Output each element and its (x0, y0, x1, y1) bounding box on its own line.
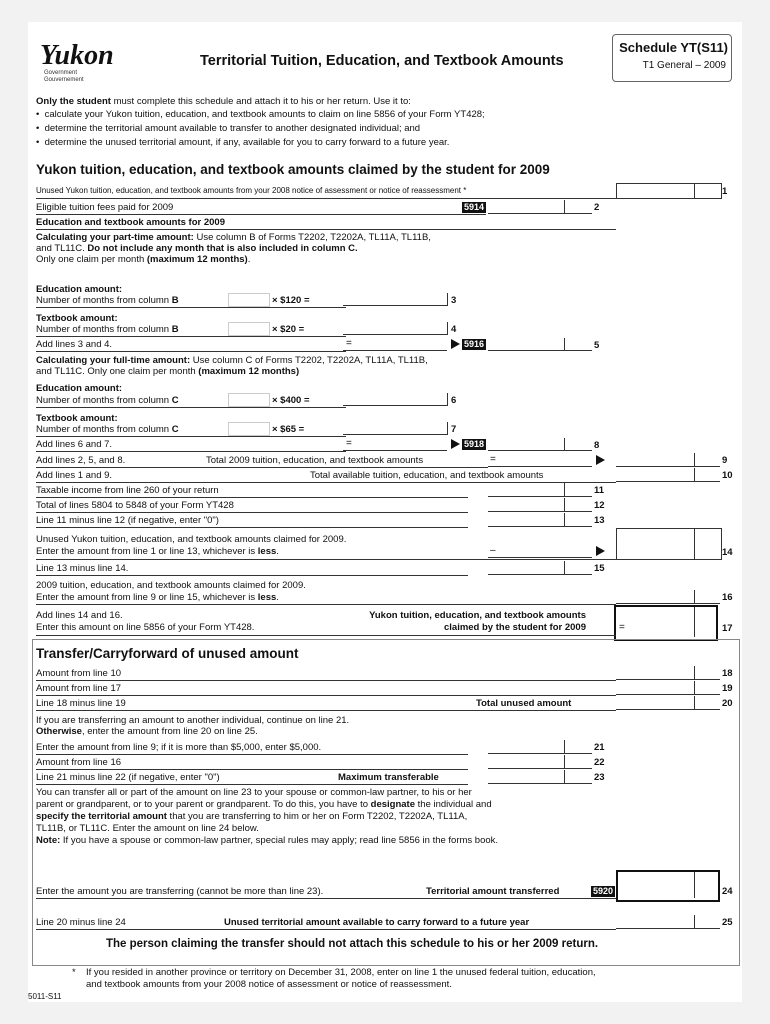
line-number: 22 (594, 757, 605, 768)
line13-input[interactable] (488, 513, 592, 527)
line22-input[interactable] (488, 755, 592, 769)
logo-sub1: Government (44, 70, 78, 76)
row16-text: 2009 tuition, education, and textbook amounts claimed for 2009. (36, 580, 306, 591)
arrow-icon (596, 455, 605, 465)
less-word: less (257, 592, 277, 603)
rule (36, 351, 346, 352)
rule (36, 710, 616, 711)
pt-text: Use column B of Forms T2202, T2202A, TL11A, TL11B, (193, 232, 431, 243)
line-number: 6 (451, 395, 457, 406)
bullet-text: determine the unused territorial amount, if any, available for you to carry forward to a future year. (44, 137, 450, 148)
rule (343, 450, 447, 451)
intro-rest: must complete this schedule and attach it to his or her return. Use it to: (110, 96, 411, 107)
form-page (28, 22, 742, 1002)
pt-text: . (247, 254, 251, 265)
line9-input[interactable] (616, 453, 720, 467)
rule (694, 590, 695, 604)
line14-input[interactable] (616, 528, 722, 560)
line-number: 23 (594, 772, 605, 783)
edu-amount-heading: Education amount: (36, 284, 123, 295)
pt-text: Only one claim per month (36, 254, 147, 265)
rule (36, 467, 488, 468)
edu-heading: Education and textbook amounts for 2009 (36, 217, 225, 228)
instr-text: , enter the amount from line 20 on line 25. (81, 726, 258, 737)
row20-label: Line 18 minus line 19 (36, 698, 126, 709)
row14-label: Unused Yukon tuition, education, and textbook amounts claimed for 2009. Enter the amount from line 1 or line 13, whichever is less. (36, 534, 347, 557)
line-number: 16 (722, 592, 733, 603)
logo-word: Yukon (40, 40, 114, 71)
rule (564, 561, 565, 575)
row14-text: Unused Yukon tuition, education, and textbook amounts claimed for 2009. (36, 534, 347, 545)
rule (694, 453, 695, 467)
months-text: Number of months from column (36, 395, 172, 406)
line20-input[interactable] (616, 696, 720, 710)
rule (36, 559, 616, 560)
intro-bullet: • determine the unused territorial amount, if any, available for you to carry forward to a future year. (36, 137, 450, 148)
months-c-txt-input[interactable] (228, 422, 270, 436)
line-number: 9 (722, 455, 728, 466)
line-number: 17 (722, 623, 733, 634)
row17-left (36, 610, 254, 634)
footnote-star: * (72, 967, 76, 978)
instr-bold: Otherwise (36, 726, 82, 737)
intro-bullet: • calculate your Yukon tuition, education, and textbook amounts to claim on line 5856 of your Form YT428; (36, 109, 485, 120)
line-number: 13 (594, 515, 605, 526)
rule (564, 338, 565, 351)
rule (564, 498, 565, 512)
line-number: 14 (722, 547, 733, 558)
months-c-label (36, 424, 179, 435)
pt-bold: Do not include any month that is also included in column C. (87, 243, 358, 254)
rule (694, 528, 695, 559)
rule (488, 466, 592, 467)
equals-sign: = (490, 454, 496, 465)
less-word: less (257, 546, 277, 557)
line11-input[interactable] (488, 483, 592, 497)
column-b: B (171, 295, 179, 306)
rule (564, 513, 565, 527)
rule (564, 755, 565, 769)
months-c-label (36, 395, 179, 406)
add67-label: Add lines 6 and 7. (36, 439, 113, 450)
row14-text: Enter the amount from line 1 or line 13, whichever is (36, 546, 258, 557)
para-text: parent or grandparent, or to your parent or grandparent. To do this, you have to (36, 799, 371, 810)
row16-label: 2009 tuition, education, and textbook amounts claimed for 2009. Enter the amount from line 9 or line 15, whichever is less. (36, 580, 306, 603)
line23-input[interactable] (488, 770, 592, 784)
ft-bold: Calculating your full-time amount: (36, 355, 191, 366)
ft-bold: (maximum 12 months) (198, 366, 300, 377)
column-b: B (171, 324, 179, 335)
line-number: 4 (451, 324, 457, 335)
arrow-icon (451, 439, 460, 449)
months-b-edu-input[interactable] (228, 293, 270, 307)
months-text: Number of months from column (36, 324, 172, 335)
column-c: C (171, 395, 179, 406)
rule (564, 483, 565, 497)
add258-label: Add lines 2, 5, and 8. (36, 455, 126, 466)
transfer-notice: The person claiming the transfer should not attach this schedule to his or her 2009 return. (106, 938, 599, 950)
rule (36, 497, 468, 498)
row19-label: Amount from line 17 (36, 683, 122, 694)
equals-sign: = (346, 338, 352, 349)
rule (36, 575, 468, 576)
arrow-icon (596, 546, 605, 556)
row2-label: Eligible tuition fees paid for 2009 (36, 202, 174, 213)
rule (694, 607, 695, 637)
row13-label: Line 11 minus line 12 (if negative, enter "0") (36, 515, 219, 526)
code-5916: 5916 (464, 339, 485, 349)
row11-label: Taxable income from line 260 of your return (36, 485, 219, 496)
para-text: TL11B, or TL11C. Enter the amount on line 24 below. (36, 823, 259, 834)
line-number: 20 (722, 698, 733, 709)
rule (36, 695, 616, 696)
rule (694, 666, 695, 680)
rule (36, 407, 346, 408)
row17-right (328, 610, 586, 634)
line-number: 21 (594, 742, 605, 753)
ft-text: and TL11C. Only one claim per month (36, 366, 199, 377)
row20-total: Total unused amount (476, 698, 572, 709)
rule (36, 451, 346, 452)
code-5920: 5920 (593, 886, 614, 896)
row23-max: Maximum transferable (338, 772, 439, 783)
line4-input[interactable] (343, 322, 448, 335)
rule (488, 557, 592, 558)
rule (564, 740, 565, 754)
intro-bold: Only the student (36, 96, 111, 107)
rule (694, 183, 695, 198)
fulltime-intro (36, 355, 428, 377)
line16-input[interactable] (616, 590, 720, 604)
line1-input[interactable] (616, 183, 722, 199)
row24-label: Enter the amount you are transferring (cannot be more than line 23). (36, 886, 324, 897)
form-subtitle: T1 General – 2009 (642, 60, 726, 71)
parttime-intro (36, 232, 431, 265)
rule (36, 527, 468, 528)
pt-bold: (maximum 12 months) (146, 254, 248, 265)
rule (694, 915, 695, 929)
section2-title: Transfer/Carryforward of unused amount (36, 646, 299, 661)
para-text: the individual and (415, 799, 492, 810)
rule (36, 512, 468, 513)
line7-input[interactable] (343, 422, 448, 435)
total2009-label: Total 2009 tuition, education, and textbook amounts (206, 455, 424, 466)
row22-label: Amount from line 16 (36, 757, 122, 768)
add19-label: Add lines 1 and 9. (36, 470, 113, 481)
arrow-icon (451, 339, 460, 349)
line15-input[interactable] (488, 561, 592, 575)
line24-input[interactable] (616, 870, 720, 902)
rate-65: × $65 = (272, 424, 305, 435)
line-number: 15 (594, 563, 605, 574)
rule (36, 635, 616, 636)
logo-sub2: Gouvernement (44, 77, 84, 83)
rule (694, 696, 695, 710)
yukon-logo (40, 34, 120, 84)
line-number: 10 (722, 470, 733, 481)
equals-sign: = (619, 622, 625, 633)
line-number: 12 (594, 500, 605, 511)
edu-amount-heading: Education amount: (36, 383, 123, 394)
row25-title: Unused territorial amount available to carry forward to a future year (224, 917, 530, 928)
months-b-label (36, 295, 179, 306)
months-c-edu-input[interactable] (228, 393, 270, 407)
schedule-box (612, 34, 732, 82)
row25-label: Line 20 minus line 24 (36, 917, 126, 928)
line-number: 8 (594, 440, 600, 451)
footnote-text: and textbook amounts from your 2008 notice of assessment or notice of reassessment. (86, 979, 452, 990)
schedule-number: Schedule YT(S11) (619, 40, 728, 55)
line18-input[interactable] (616, 666, 720, 680)
line-number: 19 (722, 683, 733, 694)
line6-input[interactable] (343, 393, 448, 406)
line-number: 3 (451, 295, 457, 306)
form-number: 5011-S11 (28, 992, 62, 1001)
bullet-text: determine the territorial amount available to transfer to another designated individual; and (44, 123, 421, 134)
row18-label: Amount from line 10 (36, 668, 122, 679)
yukon-logo-icon (40, 34, 120, 84)
line8-input[interactable] (488, 438, 592, 451)
instr-text: If you are transferring an amount to another individual, continue on line 21. (36, 715, 350, 726)
rule (36, 680, 616, 681)
row21-label: Enter the amount from line 9; if it is more than $5,000, enter $5,000. (36, 742, 322, 753)
row17-title: claimed by the student for 2009 (443, 622, 586, 633)
transfer-paragraph (36, 787, 498, 847)
column-c: C (171, 424, 179, 435)
code-5918: 5918 (464, 439, 485, 449)
line-number: 1 (722, 186, 728, 197)
page-title: Territorial Tuition, Education, and Textbook Amounts (200, 53, 564, 69)
transfer-instructions (36, 715, 349, 737)
rule (36, 604, 616, 605)
rule (36, 898, 616, 899)
line25-input[interactable] (616, 915, 720, 929)
txt-amount-heading: Textbook amount: (36, 413, 118, 424)
pt-text: and TL11C. (36, 243, 88, 254)
footnote (86, 967, 596, 991)
months-text: Number of months from column (36, 424, 172, 435)
para-text: You can transfer all or part of the amount on line 23 to your spouse or common-law partner, to his or her (36, 787, 472, 798)
line-number: 5 (594, 340, 600, 351)
rule (564, 770, 565, 784)
rule (36, 336, 346, 337)
rule (694, 468, 695, 482)
rule (694, 681, 695, 695)
note-bold: Note: (36, 835, 61, 846)
section1-title: Yukon tuition, education, and textbook amounts claimed by the student for 2009 (36, 162, 550, 177)
line-number: 25 (722, 917, 733, 928)
rule (36, 436, 346, 437)
pt-bold: Calculating your part-time amount: (36, 232, 194, 243)
rule (36, 784, 468, 785)
intro-bullet: • determine the territorial amount available to transfer to another designated individual; and (36, 123, 421, 134)
para-bold: specify the territorial amount (36, 811, 167, 822)
add34-label: Add lines 3 and 4. (36, 339, 113, 350)
totalavail-label: Total available tuition, education, and textbook amounts (310, 470, 544, 481)
code-5914: 5914 (464, 202, 485, 212)
months-text: Number of months from column (36, 295, 172, 306)
rule (36, 307, 346, 308)
rule (36, 754, 468, 755)
intro-line (36, 96, 411, 107)
rate-120: × $120 = (272, 295, 310, 306)
txt-amount-heading: Textbook amount: (36, 313, 118, 324)
line12-input[interactable] (488, 498, 592, 512)
months-b-label (36, 324, 179, 335)
rate-400: × $400 = (272, 395, 310, 406)
months-b-txt-input[interactable] (228, 322, 270, 336)
line21-input[interactable] (488, 740, 592, 754)
row17-text: Add lines 14 and 16. (36, 610, 123, 621)
footnote-text: If you resided in another province or territory on December 31, 2008, enter on line 1 the unused federal tuition, education, (86, 967, 596, 978)
line10-input[interactable] (616, 468, 720, 482)
line2-input[interactable] (488, 200, 592, 214)
ft-text: Use column C of Forms T2202, T2202A, TL11A, TL11B, (190, 355, 428, 366)
para-text: If you have a spouse or common-law partner, special rules may apply; read line 5856 in the forms book. (60, 835, 499, 846)
rule (36, 769, 468, 770)
line19-input[interactable] (616, 681, 720, 695)
rule (36, 929, 616, 930)
line17-input[interactable] (614, 605, 718, 641)
rule (564, 200, 565, 214)
bullet-text: calculate your Yukon tuition, education, and textbook amounts to claim on line 5856 of your Form YT428; (44, 109, 485, 120)
line5-input[interactable] (488, 338, 592, 351)
para-text: that you are transferring to him or her on Form T2202, T2202A, TL11A, (166, 811, 468, 822)
rule (564, 438, 565, 451)
minus-sign: – (490, 545, 496, 556)
row16-text: Enter the amount from line 9 or line 15, whichever is (36, 592, 258, 603)
para-bold: designate (370, 799, 416, 810)
row15-label: Line 13 minus line 14. (36, 563, 129, 574)
row17-title: Yukon tuition, education, and textbook amounts (369, 610, 586, 621)
rule (343, 350, 447, 351)
line3-input[interactable] (343, 293, 448, 306)
rule (694, 872, 695, 898)
row17-text: Enter this amount on line 5856 of your Form YT428. (36, 622, 255, 633)
row24-title: Territorial amount transferred (426, 886, 560, 897)
line-number: 18 (722, 668, 733, 679)
line-number: 7 (451, 424, 457, 435)
line-number: 2 (594, 202, 600, 213)
row23-label: Line 21 minus line 22 (if negative, enter "0") (36, 772, 220, 783)
equals-sign: = (346, 438, 352, 449)
rate-20: × $20 = (272, 324, 305, 335)
rule (36, 214, 486, 215)
rule (36, 198, 616, 199)
line-number: 11 (594, 485, 605, 496)
row1-label: Unused Yukon tuition, education, and textbook amounts from your 2008 notice of assessment or notice of reassessment * (36, 186, 467, 195)
line-number: 24 (722, 886, 733, 897)
row12-label: Total of lines 5804 to 5848 of your Form YT428 (36, 500, 234, 511)
rule (36, 229, 616, 230)
